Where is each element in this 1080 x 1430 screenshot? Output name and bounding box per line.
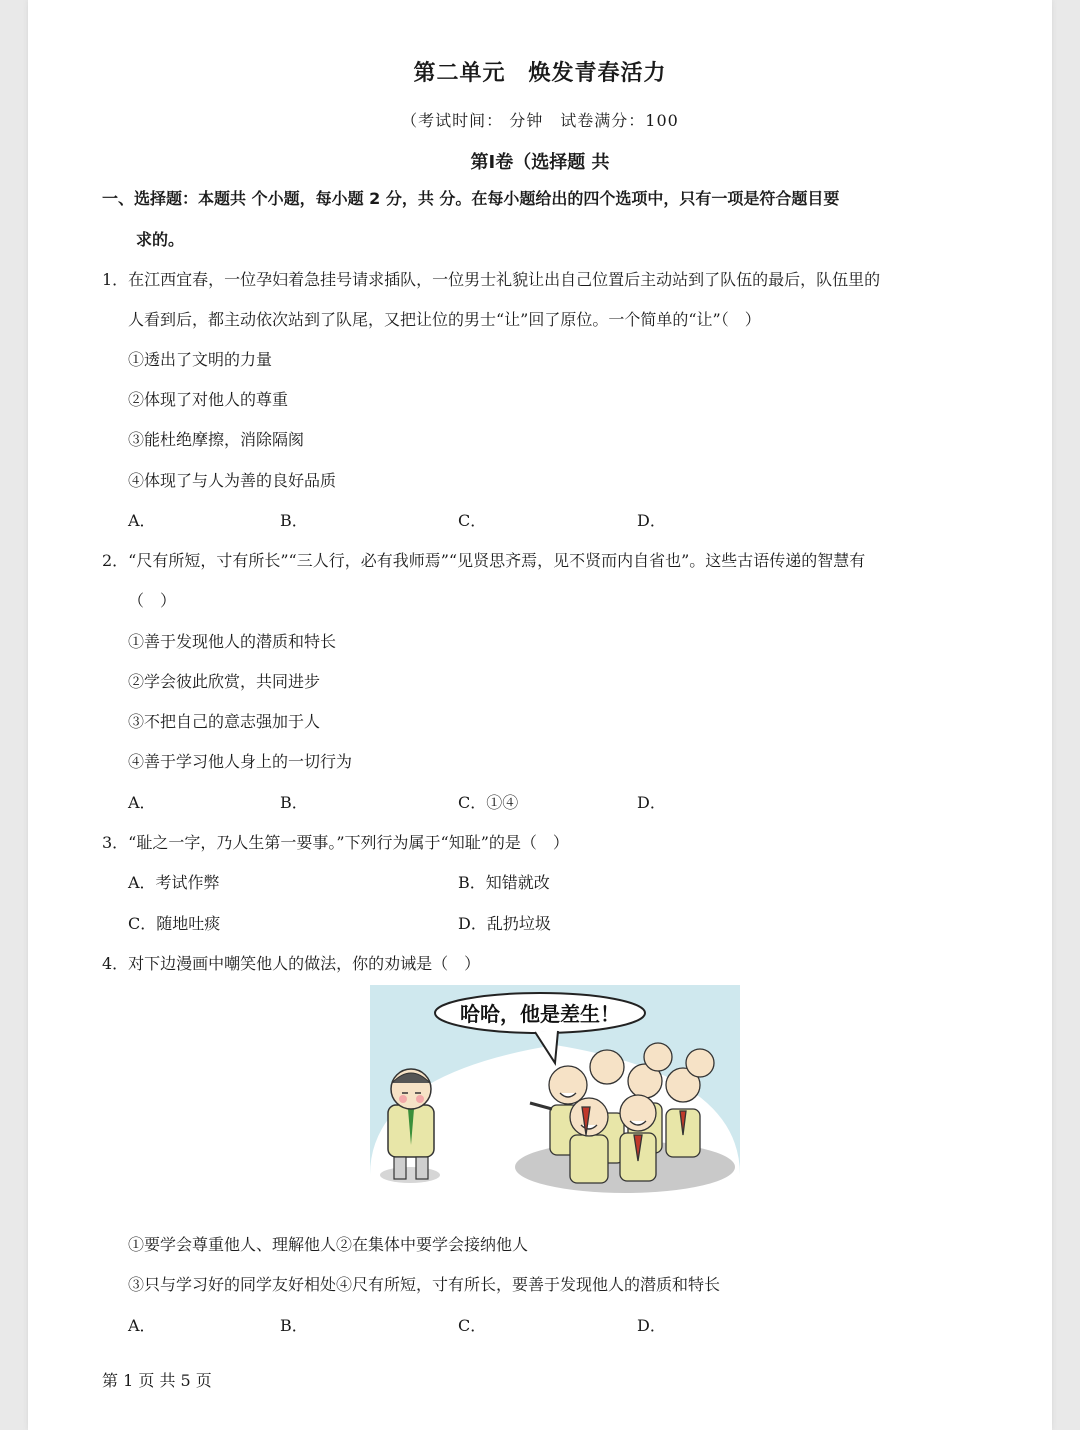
lonely-student (388, 1069, 434, 1179)
q4-option-b[interactable]: B． (280, 1316, 308, 1335)
q3-option-a[interactable]: A．考试作弊 (128, 873, 220, 892)
q4-items-line-2: ③只与学习好的同学友好相处④尺有所短，寸有所长，要善于发现他人的潜质和特长 (128, 1275, 721, 1294)
q1-item-4: ④体现了与人为善的良好品质 (128, 471, 337, 490)
q1-option-b[interactable]: B． (280, 511, 308, 530)
page-title: 第二单元 焕发青春活力 (413, 61, 667, 86)
q2-option-c[interactable]: C．①④ (458, 793, 519, 812)
q2-option-a[interactable]: A． (128, 793, 156, 812)
q3-option-d[interactable]: D．乱扔垃圾 (458, 914, 551, 933)
q1-item-2: ②体现了对他人的尊重 (128, 390, 289, 409)
q1-stem-cont: 人看到后，都主动依次站到了队尾，又把让位的男士“让”回了原位。一个简单的“让”（ ） (128, 310, 761, 329)
q2-item-2: ②学会彼此欣赏，共同进步 (128, 672, 321, 691)
q2-item-4: ④善于学习他人身上的一切行为 (128, 752, 353, 771)
q2-item-3: ③不把自己的意志强加于人 (128, 712, 321, 731)
q2-item-1: ①善于发现他人的潜质和特长 (128, 632, 337, 651)
cartoon-illustration (370, 985, 740, 1210)
exam-page (28, 0, 1052, 1430)
q3-option-b[interactable]: B．知错就改 (458, 873, 550, 892)
q2-stem-cont: （ ） (128, 591, 177, 610)
q4-option-d[interactable]: D． (637, 1316, 666, 1335)
q1-option-a[interactable]: A． (128, 511, 156, 530)
q1-item-3: ③能杜绝摩擦，消除隔阂 (128, 430, 305, 449)
q2-option-b[interactable]: B． (280, 793, 308, 812)
section-heading: 一、选择题：本题共 个小题，每小题 2 分，共 分。在每小题给出的四个选项中，只有一项是符合题目要 (102, 189, 840, 208)
q1-stem: 1．在江西宜春，一位孕妇着急挂号请求插队，一位男士礼貌让出自己位置后主动站到了队伍的最后，队伍里的 (102, 270, 881, 289)
q2-option-d[interactable]: D． (637, 793, 666, 812)
q4-stem: 4．对下边漫画中嘲笑他人的做法，你的劝诫是（ ） (102, 954, 481, 973)
exam-info: （考试时间： 分钟 试卷满分：100 (401, 111, 679, 130)
speech-bubble-text: 哈哈，他是差生！ (460, 1002, 620, 1026)
q4-option-a[interactable]: A． (128, 1316, 156, 1335)
q1-item-1: ①透出了文明的力量 (128, 350, 273, 369)
q1-option-c[interactable]: C． (458, 511, 487, 530)
section-heading-cont: 求的。 (136, 230, 185, 249)
part-title: 第Ⅰ卷（选择题 共 (470, 152, 610, 173)
page-number: 第 1 页 共 5 页 (102, 1371, 212, 1390)
q4-items-line-1: ①要学会尊重他人、理解他人②在集体中要学会接纳他人 (128, 1235, 529, 1254)
q3-stem: 3．“耻之一字，乃人生第一要事。”下列行为属于“知耻”的是（ ） (102, 833, 569, 852)
q3-option-c[interactable]: C．随地吐痰 (128, 914, 221, 933)
q2-stem: 2．“尺有所短，寸有所长”“三人行，必有我师焉”“见贤思齐焉，见不贤而内自省也”。这些古语传递的智慧有 (102, 551, 866, 570)
q1-option-d[interactable]: D． (637, 511, 666, 530)
q4-option-c[interactable]: C． (458, 1316, 487, 1335)
